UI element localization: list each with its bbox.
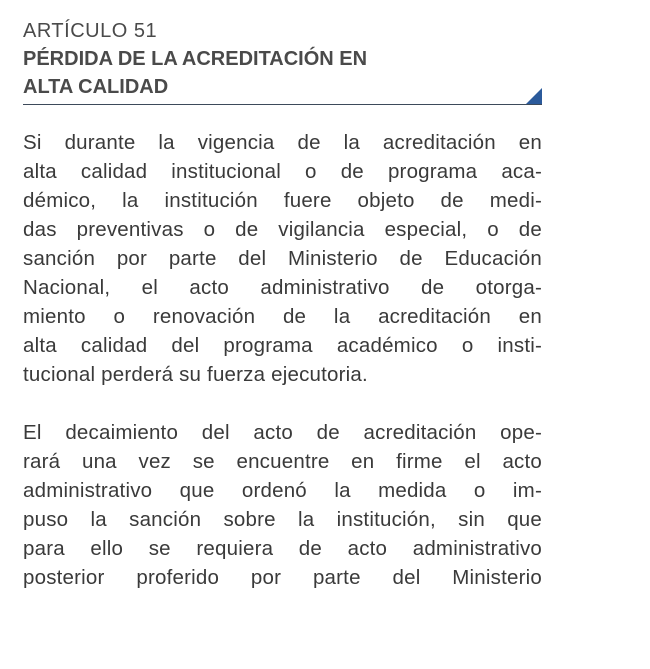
text-line: Si durante la vigencia de la acreditación en — [23, 131, 542, 154]
text-line: El decaimiento del acto de acreditación ope- — [23, 421, 542, 444]
article-title — [23, 45, 542, 101]
article-title-line-2: ALTA CALIDAD — [23, 76, 169, 98]
text-line: das preventivas o de vigilancia especial, o de — [23, 218, 542, 241]
title-divider — [23, 104, 542, 105]
text-line: sanción por parte del Ministerio de Educación — [23, 247, 542, 270]
text-line: administrativo que ordenó la medida o im- — [23, 479, 542, 502]
text-line: alta calidad del programa académico o insti- — [23, 334, 542, 357]
article-body — [23, 128, 542, 592]
article-title-line-1: PÉRDIDA DE LA ACREDITACIÓN EN — [23, 48, 368, 70]
article-number: ARTÍCULO 51 — [23, 20, 158, 42]
text-line: miento o renovación de la acreditación en — [23, 305, 542, 328]
text-line: tucional perderá su fuerza ejecutoria. — [23, 363, 368, 386]
text-line: puso la sanción sobre la institución, sin que — [23, 508, 542, 531]
text-line: para ello se requiera de acto administrativo — [23, 537, 542, 560]
paragraph-1 — [23, 128, 542, 389]
text-line: démico, la institución fuere objeto de medi- — [23, 189, 542, 212]
article-header — [23, 18, 542, 101]
corner-triangle-icon — [526, 88, 542, 104]
text-line: alta calidad institucional o de programa aca- — [23, 160, 542, 183]
text-line: Nacional, el acto administrativo de otorga- — [23, 276, 542, 299]
text-line: posterior proferido por parte del Ministerio — [23, 566, 542, 589]
text-line: rará una vez se encuentre en firme el acto — [23, 450, 542, 473]
paragraph-2 — [23, 418, 542, 592]
